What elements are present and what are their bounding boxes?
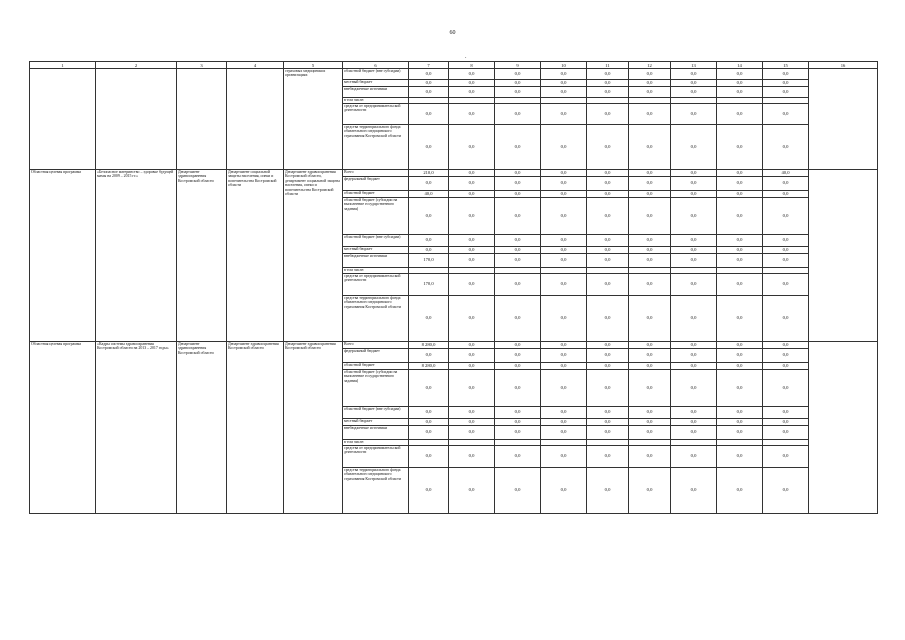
value-cell: 0,0 — [409, 125, 449, 170]
value-cell: 0,0 — [409, 349, 449, 363]
value-cell: 170,0 — [409, 254, 449, 268]
value-cell: 0,0 — [587, 125, 629, 170]
value-cell: 0,0 — [671, 191, 717, 198]
funding-source-cell: областной бюджет — [343, 363, 409, 370]
table-body — [30, 62, 878, 514]
header-cell: 2 — [96, 62, 177, 69]
participant-cell: страховых медицинских организациях — [284, 69, 343, 170]
value-cell: 0,0 — [671, 349, 717, 363]
value-cell: 0,0 — [449, 468, 495, 514]
value-cell: 0,0 — [587, 370, 629, 407]
value-cell: 0,0 — [495, 342, 541, 349]
value-cell: 0,0 — [671, 235, 717, 247]
value-cell: 0,0 — [671, 274, 717, 296]
funding-source-cell: средства территориального фонда обязательного медицинского страхования Костромской области — [343, 296, 409, 342]
value-cell: 0,0 — [449, 419, 495, 426]
value-cell: 0,0 — [717, 370, 763, 407]
program-name-cell: «Кадры системы здравоохранения Костромской области на 2013 – 2017 годы» — [96, 342, 177, 514]
value-cell: 0,0 — [495, 87, 541, 98]
value-cell: 210,0 — [409, 170, 449, 177]
table-row — [30, 69, 878, 80]
program-type-cell: Областная целевая программа — [30, 342, 96, 514]
value-cell: 0,0 — [449, 254, 495, 268]
value-cell: 0,0 — [409, 87, 449, 98]
page-number: 60 — [449, 30, 456, 36]
funding-source-cell: в том числе: — [343, 440, 409, 446]
value-cell: 0,0 — [541, 254, 587, 268]
value-cell: 0,0 — [717, 407, 763, 419]
funding-source-cell: областной бюджет (вне субсидии) — [343, 407, 409, 419]
value-cell: 0,0 — [717, 87, 763, 98]
value-cell: 0,0 — [671, 363, 717, 370]
notes-cell — [809, 342, 878, 514]
value-cell: 0,0 — [629, 104, 671, 125]
value-cell: 0,0 — [541, 274, 587, 296]
value-cell: 0,0 — [763, 247, 809, 254]
header-cell: 1 — [30, 62, 96, 69]
funding-source-cell: Всего — [343, 170, 409, 177]
value-cell: 0,0 — [449, 69, 495, 80]
value-cell: 0,0 — [541, 370, 587, 407]
value-cell: 0,0 — [587, 198, 629, 235]
value-cell: 0,0 — [587, 446, 629, 468]
value-cell: 0,0 — [587, 235, 629, 247]
value-cell: 0,0 — [449, 349, 495, 363]
value-cell: 0,0 — [449, 370, 495, 407]
value-cell: 0,0 — [449, 342, 495, 349]
value-cell: 0,0 — [763, 468, 809, 514]
value-cell: 0,0 — [449, 177, 495, 191]
value-cell: 0,0 — [671, 125, 717, 170]
value-cell: 0,0 — [717, 80, 763, 87]
value-cell: 0,0 — [671, 247, 717, 254]
header-cell: 16 — [809, 62, 878, 69]
value-cell: 0,0 — [409, 419, 449, 426]
value-cell: 0,0 — [717, 125, 763, 170]
value-cell: 0,0 — [763, 87, 809, 98]
value-cell: 0,0 — [541, 198, 587, 235]
value-cell: 0,0 — [587, 296, 629, 342]
value-cell: 0,0 — [495, 69, 541, 80]
value-cell: 0,0 — [763, 69, 809, 80]
funding-source-cell: в том числе: — [343, 98, 409, 104]
value-cell: 0,0 — [717, 468, 763, 514]
value-cell: 0,0 — [763, 426, 809, 440]
value-cell: 0,0 — [495, 363, 541, 370]
value-cell: 0,0 — [409, 370, 449, 407]
value-cell: 0,0 — [495, 468, 541, 514]
value-cell: 0,0 — [449, 87, 495, 98]
value-cell: 0,0 — [409, 104, 449, 125]
header-cell: 15 — [763, 62, 809, 69]
header-cell: 10 — [541, 62, 587, 69]
value-cell: 0,0 — [671, 170, 717, 177]
header-cell: 14 — [717, 62, 763, 69]
value-cell: 0,0 — [587, 104, 629, 125]
value-cell: 0,0 — [495, 170, 541, 177]
value-cell: 0,0 — [629, 69, 671, 80]
notes-cell — [809, 170, 878, 342]
value-cell: 0,0 — [671, 198, 717, 235]
value-cell: 0,0 — [629, 407, 671, 419]
value-cell: 0,0 — [449, 198, 495, 235]
funding-source-cell: областной бюджет (субсидии на выполнение государственного задания) — [343, 198, 409, 235]
value-cell: 0,0 — [671, 87, 717, 98]
value-cell: 0,0 — [717, 247, 763, 254]
value-cell: 0,0 — [449, 235, 495, 247]
value-cell: 0,0 — [541, 235, 587, 247]
value-cell: 0,0 — [629, 296, 671, 342]
value-cell: 0,0 — [495, 235, 541, 247]
responsible-executor-cell — [177, 69, 227, 170]
funding-source-cell: местный бюджет — [343, 80, 409, 87]
value-cell: 0,0 — [629, 349, 671, 363]
value-cell: 0,0 — [629, 170, 671, 177]
participant-cell: Департамент здравоохранения Костромской области, департамент социальной защиты населения, опеки и попечительства Костромской области — [284, 170, 343, 342]
value-cell: 0,0 — [671, 342, 717, 349]
value-cell: 0,0 — [629, 125, 671, 170]
value-cell: 0,0 — [763, 254, 809, 268]
funding-source-cell: федеральный бюджет — [343, 177, 409, 191]
value-cell: 0,0 — [495, 104, 541, 125]
value-cell: 0,0 — [587, 87, 629, 98]
value-cell: 0,0 — [671, 80, 717, 87]
value-cell: 0,0 — [629, 80, 671, 87]
value-cell: 0,0 — [587, 274, 629, 296]
value-cell: 0,0 — [541, 407, 587, 419]
value-cell: 0,0 — [629, 446, 671, 468]
value-cell: 0,0 — [541, 69, 587, 80]
header-cell: 3 — [177, 62, 227, 69]
value-cell: 0,0 — [763, 235, 809, 247]
value-cell: 0,0 — [717, 426, 763, 440]
value-cell: 0,0 — [541, 177, 587, 191]
value-cell: 0,0 — [629, 191, 671, 198]
table-row — [30, 342, 878, 349]
header-cell: 7 — [409, 62, 449, 69]
funding-source-cell: местный бюджет — [343, 419, 409, 426]
value-cell: 0,0 — [629, 198, 671, 235]
value-cell: 0,0 — [495, 296, 541, 342]
value-cell: 0,0 — [671, 446, 717, 468]
value-cell: 0,0 — [629, 247, 671, 254]
value-cell: 0,0 — [763, 274, 809, 296]
value-cell: 0,0 — [541, 125, 587, 170]
value-cell: 0,0 — [587, 69, 629, 80]
value-cell: 8 280,0 — [409, 342, 449, 349]
value-cell: 0,0 — [717, 296, 763, 342]
header-cell: 11 — [587, 62, 629, 69]
value-cell: 0,0 — [629, 254, 671, 268]
value-cell: 0,0 — [409, 198, 449, 235]
funding-source-cell: средства территориального фонда обязательного медицинского страхования Костромской области — [343, 468, 409, 514]
value-cell: 0,0 — [717, 274, 763, 296]
header-row — [30, 62, 878, 69]
value-cell: 0,0 — [495, 254, 541, 268]
value-cell: 40,0 — [409, 191, 449, 198]
value-cell: 0,0 — [717, 198, 763, 235]
value-cell: 170,0 — [409, 274, 449, 296]
value-cell: 0,0 — [717, 349, 763, 363]
program-type-cell: Областная целевая программа — [30, 170, 96, 342]
value-cell: 0,0 — [449, 170, 495, 177]
value-cell: 0,0 — [717, 419, 763, 426]
value-cell: 0,0 — [495, 349, 541, 363]
value-cell: 0,0 — [763, 342, 809, 349]
funding-source-cell: средства от предпринимательской деятельности — [343, 104, 409, 125]
value-cell: 0,0 — [587, 407, 629, 419]
value-cell: 0,0 — [449, 104, 495, 125]
value-cell: 0,0 — [409, 296, 449, 342]
value-cell: 0,0 — [717, 342, 763, 349]
funding-table — [29, 61, 878, 514]
value-cell: 0,0 — [541, 363, 587, 370]
value-cell: 0,0 — [541, 446, 587, 468]
value-cell: 0,0 — [587, 349, 629, 363]
value-cell: 0,0 — [671, 177, 717, 191]
value-cell: 0,0 — [587, 177, 629, 191]
funding-source-cell: внебюджетные источники — [343, 426, 409, 440]
value-cell: 0,0 — [495, 80, 541, 87]
value-cell: 0,0 — [629, 468, 671, 514]
value-cell: 0,0 — [495, 407, 541, 419]
value-cell: 0,0 — [449, 426, 495, 440]
value-cell: 0,0 — [671, 104, 717, 125]
value-cell: 0,0 — [717, 170, 763, 177]
value-cell: 0,0 — [587, 426, 629, 440]
value-cell: 40,0 — [763, 170, 809, 177]
value-cell: 0,0 — [587, 170, 629, 177]
value-cell: 0,0 — [587, 342, 629, 349]
value-cell: 0,0 — [587, 254, 629, 268]
value-cell: 0,0 — [541, 419, 587, 426]
value-cell: 0,0 — [763, 296, 809, 342]
value-cell: 0,0 — [763, 177, 809, 191]
value-cell: 0,0 — [409, 80, 449, 87]
value-cell: 0,0 — [629, 177, 671, 191]
value-cell: 0,0 — [587, 80, 629, 87]
value-cell: 0,0 — [449, 296, 495, 342]
value-cell: 0,0 — [763, 370, 809, 407]
funding-source-cell: областной бюджет (субсидии на выполнение государственного задания) — [343, 370, 409, 407]
value-cell: 0,0 — [495, 177, 541, 191]
value-cell: 0,0 — [671, 419, 717, 426]
value-cell: 0,0 — [629, 235, 671, 247]
value-cell: 0,0 — [541, 426, 587, 440]
header-cell: 9 — [495, 62, 541, 69]
value-cell: 0,0 — [409, 446, 449, 468]
value-cell: 0,0 — [449, 446, 495, 468]
value-cell: 0,0 — [671, 254, 717, 268]
value-cell: 0,0 — [763, 104, 809, 125]
value-cell: 0,0 — [495, 426, 541, 440]
value-cell: 0,0 — [717, 363, 763, 370]
value-cell: 0,0 — [449, 363, 495, 370]
value-cell: 0,0 — [763, 407, 809, 419]
value-cell: 0,0 — [541, 349, 587, 363]
value-cell: 0,0 — [763, 80, 809, 87]
value-cell: 0,0 — [717, 254, 763, 268]
value-cell: 0,0 — [587, 363, 629, 370]
header-cell: 5 — [284, 62, 343, 69]
co-executor-cell: Департамент социальной защиты населения, опеки и попечительства Костромской области — [227, 170, 284, 342]
header-cell: 4 — [227, 62, 284, 69]
value-cell: 8 280,0 — [409, 363, 449, 370]
value-cell: 0,0 — [763, 446, 809, 468]
value-cell: 0,0 — [629, 342, 671, 349]
value-cell: 0,0 — [541, 296, 587, 342]
funding-source-cell: областной бюджет — [343, 191, 409, 198]
program-type-cell — [30, 69, 96, 170]
value-cell: 0,0 — [541, 468, 587, 514]
value-cell: 0,0 — [409, 426, 449, 440]
value-cell: 0,0 — [629, 274, 671, 296]
value-cell: 0,0 — [495, 191, 541, 198]
value-cell: 0,0 — [409, 235, 449, 247]
value-cell: 0,0 — [629, 370, 671, 407]
value-cell: 0,0 — [541, 104, 587, 125]
value-cell: 0,0 — [763, 349, 809, 363]
value-cell: 0,0 — [449, 125, 495, 170]
value-cell: 0,0 — [671, 468, 717, 514]
value-cell: 0,0 — [541, 247, 587, 254]
value-cell: 0,0 — [629, 363, 671, 370]
responsible-executor-cell: Департамент здравоохранения Костромской области — [177, 170, 227, 342]
funding-source-cell: средства от предпринимательской деятельности — [343, 446, 409, 468]
value-cell: 0,0 — [671, 407, 717, 419]
value-cell: 0,0 — [495, 125, 541, 170]
value-cell: 0,0 — [495, 370, 541, 407]
value-cell: 0,0 — [717, 235, 763, 247]
funding-source-cell: средства от предпринимательской деятельности — [343, 274, 409, 296]
header-cell: 6 — [343, 62, 409, 69]
value-cell: 0,0 — [495, 446, 541, 468]
funding-source-cell: областной бюджет (вне субсидии) — [343, 235, 409, 247]
value-cell: 0,0 — [409, 177, 449, 191]
value-cell: 0,0 — [717, 69, 763, 80]
funding-source-cell: в том числе: — [343, 268, 409, 274]
co-executor-cell: Департамент здравоохранения Костромской области — [227, 342, 284, 514]
value-cell: 0,0 — [449, 274, 495, 296]
funding-source-cell: федеральный бюджет — [343, 349, 409, 363]
value-cell: 0,0 — [495, 247, 541, 254]
value-cell: 0,0 — [763, 125, 809, 170]
value-cell: 0,0 — [541, 342, 587, 349]
value-cell: 0,0 — [717, 446, 763, 468]
header-cell: 12 — [629, 62, 671, 69]
co-executor-cell — [227, 69, 284, 170]
header-cell: 8 — [449, 62, 495, 69]
value-cell: 0,0 — [495, 198, 541, 235]
value-cell: 0,0 — [671, 370, 717, 407]
value-cell: 0,0 — [671, 426, 717, 440]
value-cell: 0,0 — [541, 191, 587, 198]
value-cell: 0,0 — [541, 87, 587, 98]
value-cell: 0,0 — [587, 468, 629, 514]
value-cell: 0,0 — [717, 191, 763, 198]
value-cell: 0,0 — [717, 177, 763, 191]
value-cell: 0,0 — [763, 363, 809, 370]
funding-source-cell: внебюджетные источники — [343, 254, 409, 268]
value-cell: 0,0 — [495, 419, 541, 426]
value-cell: 0,0 — [587, 191, 629, 198]
program-name-cell: «Безопасное материнство – здоровье будущей мамы на 2009 – 2015 гг.» — [96, 170, 177, 342]
table-row — [30, 170, 878, 177]
value-cell: 0,0 — [541, 170, 587, 177]
value-cell: 0,0 — [449, 191, 495, 198]
value-cell: 0,0 — [587, 419, 629, 426]
value-cell: 0,0 — [409, 247, 449, 254]
value-cell: 0,0 — [587, 247, 629, 254]
value-cell: 0,0 — [409, 69, 449, 80]
funding-source-cell: средства территориального фонда обязательного медицинского страхования Костромской области — [343, 125, 409, 170]
value-cell: 0,0 — [449, 247, 495, 254]
page-dot: . — [465, 54, 467, 60]
value-cell: 0,0 — [495, 274, 541, 296]
value-cell: 0,0 — [629, 426, 671, 440]
funding-source-cell: областной бюджет (вне субсидии) — [343, 69, 409, 80]
funding-source-cell: Всего — [343, 342, 409, 349]
value-cell: 0,0 — [629, 419, 671, 426]
value-cell: 0,0 — [449, 80, 495, 87]
program-name-cell — [96, 69, 177, 170]
funding-source-cell: местный бюджет — [343, 247, 409, 254]
value-cell: 0,0 — [717, 104, 763, 125]
notes-cell — [809, 69, 878, 170]
value-cell: 0,0 — [671, 296, 717, 342]
value-cell: 0,0 — [763, 198, 809, 235]
value-cell: 0,0 — [763, 191, 809, 198]
value-cell: 0,0 — [671, 69, 717, 80]
value-cell: 0,0 — [449, 407, 495, 419]
value-cell: 0,0 — [763, 419, 809, 426]
funding-source-cell: внебюджетные источники — [343, 87, 409, 98]
value-cell: 0,0 — [409, 407, 449, 419]
header-cell: 13 — [671, 62, 717, 69]
value-cell: 0,0 — [409, 468, 449, 514]
responsible-executor-cell: Департамент здравоохранения Костромской области — [177, 342, 227, 514]
value-cell: 0,0 — [629, 87, 671, 98]
value-cell: 0,0 — [541, 80, 587, 87]
participant-cell: Департамент здравоохранения Костромской области — [284, 342, 343, 514]
